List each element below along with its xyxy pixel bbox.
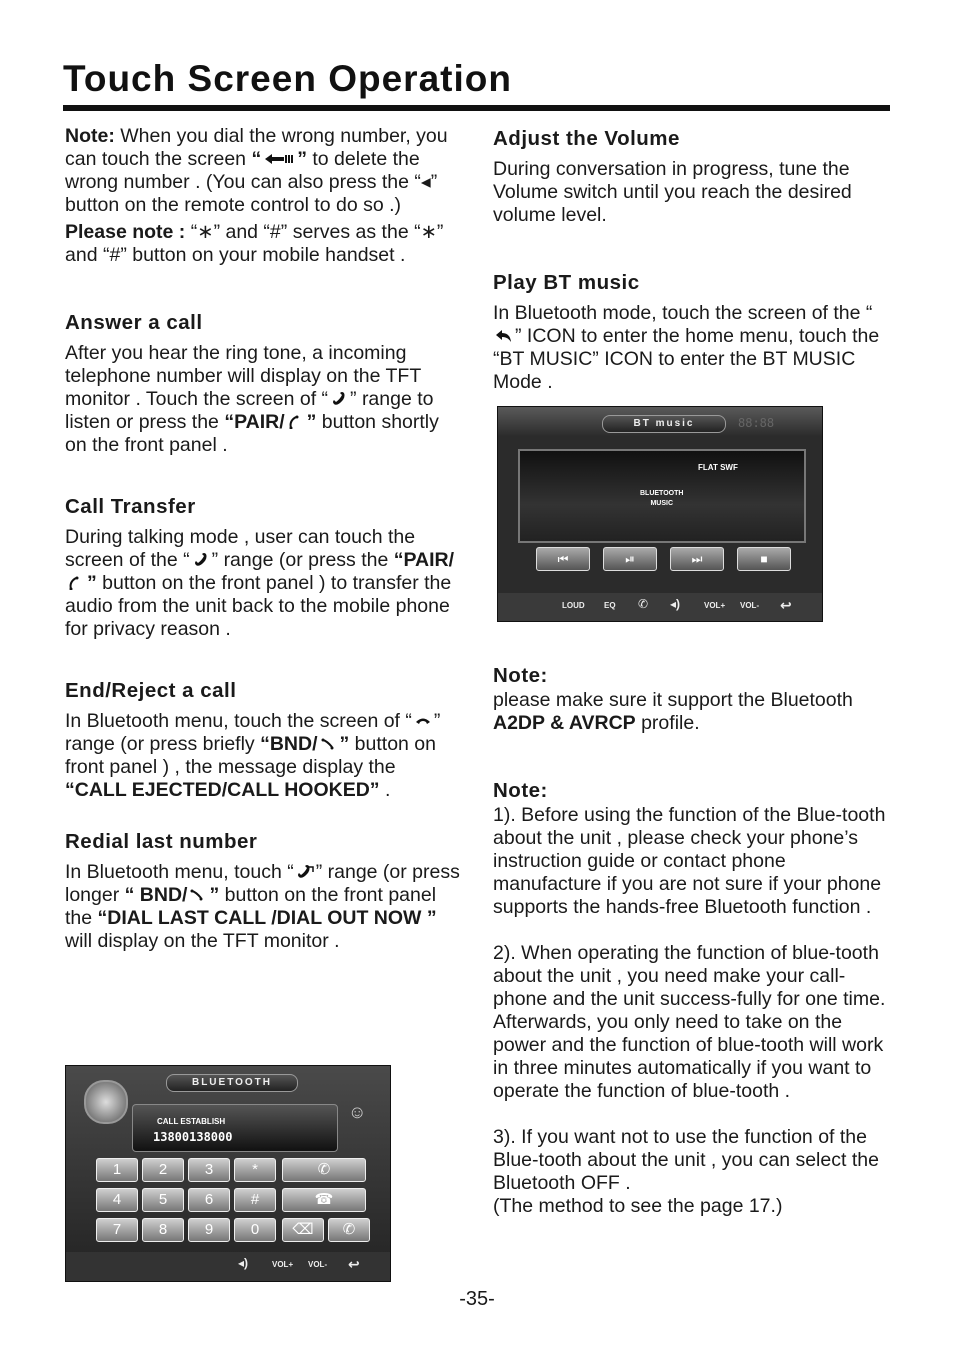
call-status: CALL ESTABLISH	[157, 1117, 226, 1126]
key-7[interactable]: 7	[96, 1218, 138, 1242]
bluetooth-title: BLUETOOTH	[166, 1074, 298, 1092]
bnd-key-end: ”	[339, 733, 350, 755]
a2dp-text: profile.	[635, 712, 700, 734]
transfer-text: button on the front panel ) to transfer the audio from the unit back to the mobile phone for privacy reason .	[65, 572, 452, 640]
play-pause-button[interactable]: ⏯	[603, 547, 657, 571]
bnd-key: “BND/	[260, 733, 318, 755]
phone-curve-icon	[67, 576, 85, 590]
hash-icon: #	[109, 244, 121, 266]
phone-curve-icon	[287, 415, 305, 429]
key-star[interactable]: *	[234, 1158, 276, 1182]
redial-text	[65, 861, 465, 953]
phone-down-icon	[320, 737, 338, 751]
bnd-key-end: ”	[209, 884, 220, 906]
bluetooth-logo-icon	[84, 1080, 128, 1124]
note-label: Please note :	[65, 221, 186, 243]
redial-text-part: will display on the TFT monitor .	[65, 930, 340, 952]
key-3[interactable]: 3	[188, 1158, 230, 1182]
bt-music-bottom-bar	[498, 593, 822, 621]
hang-up-icon	[414, 714, 432, 728]
left-triangle-icon: ◂	[420, 171, 431, 193]
right-column	[493, 127, 893, 1218]
key-4[interactable]: 4	[96, 1188, 138, 1212]
keypad-bottom-bar	[66, 1252, 390, 1281]
answer-text: After you hear the ring tone, a incoming telephone number will display on the TFT monitor . Touch the screen of “	[65, 342, 421, 410]
speaker-icon[interactable]: ◂)	[670, 597, 681, 611]
bt-music-clock: 88:88	[738, 416, 775, 430]
note-item-2: 2). When operating the function of blue-tooth about the unit , you need make your call-phone and the unit success-fully for one time. Afterwards, you only need to take on the power and the function of blue-tooth will work in three minutes automatically if you want to operate the function of blue-tooth .	[493, 942, 886, 1102]
redial-button[interactable]: ✆	[328, 1218, 370, 1242]
key-8[interactable]: 8	[142, 1218, 184, 1242]
heading-note-list: Note:	[493, 779, 548, 802]
next-track-button[interactable]: ⏭	[670, 547, 724, 571]
dial-last-call-message: “DIAL LAST CALL /DIAL OUT NOW ”	[97, 907, 437, 929]
bt-music-text	[493, 302, 893, 394]
redial-text-part: ” range (or press longer	[65, 861, 460, 906]
key-6[interactable]: 6	[188, 1188, 230, 1212]
vol-up-button[interactable]: VOL+	[704, 601, 726, 610]
key-1[interactable]: 1	[96, 1158, 138, 1182]
vol-up-button[interactable]: VOL+	[272, 1260, 294, 1269]
note-text: ” and “	[65, 221, 444, 266]
asterisk-icon: ∗	[420, 221, 437, 243]
heading-answer-call: Answer a call	[65, 311, 203, 334]
vol-down-button[interactable]: VOL-	[308, 1260, 328, 1269]
loud-button[interactable]: LOUD	[562, 601, 585, 610]
note-text: “	[185, 221, 198, 243]
answer-call-text	[65, 342, 465, 457]
speaker-icon[interactable]: ◂)	[238, 1256, 249, 1270]
heading-volume: Adjust the Volume	[493, 127, 680, 150]
heading-call-transfer: Call Transfer	[65, 495, 196, 518]
pair-key-end: ”	[306, 411, 317, 433]
phone-down-icon	[189, 888, 207, 902]
quote-open: “	[251, 148, 262, 170]
note-item-1: 1). Before using the function of the Blue-tooth about the unit , please check your phone’s instruction guide or contact phone manufacture if you are not sure if your phone supports the hands-free Bluetooth function .	[493, 804, 886, 918]
bt-music-center-label	[640, 489, 683, 509]
note-label: Note:	[65, 125, 115, 147]
note-item-4: (The method to see the page 17.)	[493, 1195, 783, 1217]
transfer-text: ” range (or press the	[211, 549, 394, 571]
note-delete	[65, 125, 465, 217]
end-text: .	[379, 779, 391, 801]
redial-icon	[296, 865, 314, 879]
return-arrow-icon	[495, 329, 513, 343]
heading-note-a2dp: Note:	[493, 664, 548, 687]
left-column	[65, 125, 465, 953]
redial-text-part: button on the front panel the	[65, 884, 437, 929]
redial-text-part: In Bluetooth menu, touch “	[65, 861, 294, 883]
stop-button[interactable]: ■	[737, 547, 791, 571]
end-text: button on front panel ) , the message display the	[65, 733, 436, 778]
call-display	[132, 1104, 338, 1152]
bt-music-screenshot	[497, 406, 823, 622]
quote-close: ”	[297, 148, 307, 170]
bnd-key: “ BND/	[124, 884, 188, 906]
vol-down-button[interactable]: VOL-	[740, 601, 760, 610]
bluetooth-keypad-screenshot	[65, 1065, 391, 1282]
center-line-2: MUSIC	[650, 500, 673, 507]
end-text: In Bluetooth menu, touch the screen of “	[65, 710, 412, 732]
key-9[interactable]: 9	[188, 1218, 230, 1242]
key-hash[interactable]: #	[234, 1188, 276, 1212]
page-number: -35-	[459, 1288, 495, 1310]
center-line-1: BLUETOOTH	[640, 490, 684, 497]
pair-key-end: ”	[87, 572, 97, 594]
note-a2dp-text	[493, 689, 893, 735]
note-text: ” button on the remote control to do so .)	[65, 171, 438, 216]
backspace-button[interactable]: ⌫	[282, 1218, 324, 1242]
hash-icon: #	[269, 221, 281, 243]
eq-button[interactable]: EQ	[604, 601, 616, 610]
note-text: ” serves as the “	[280, 221, 421, 243]
return-icon[interactable]: ↩	[348, 1256, 360, 1272]
hang-up-button[interactable]: ☎	[282, 1188, 366, 1212]
call-transfer-text	[65, 526, 465, 641]
asterisk-icon: ∗	[197, 221, 214, 243]
bt-music-text-part: ” ICON to enter the home menu, touch the “BT MUSIC” ICON to enter the BT MUSIC Mode .	[493, 325, 880, 393]
page-title: Touch Screen Operation	[63, 58, 512, 99]
phone-icon[interactable]: ✆	[638, 597, 649, 611]
backspace-icon	[263, 152, 295, 166]
answer-call-button[interactable]: ✆	[282, 1158, 366, 1182]
key-0[interactable]: 0	[234, 1218, 276, 1242]
bt-music-display	[518, 449, 806, 543]
title-rule	[63, 105, 890, 111]
key-5[interactable]: 5	[142, 1188, 184, 1212]
heading-redial: Redial last number	[65, 830, 258, 853]
note-text: ” and “	[213, 221, 270, 243]
bt-music-text-part: In Bluetooth mode, touch the screen of the “	[493, 302, 873, 324]
transfer-text: During talking mode , user can touch the screen of the “	[65, 526, 416, 571]
a2dp-avrcp: A2DP & AVRCP	[493, 712, 636, 734]
heading-end-reject: End/Reject a call	[65, 679, 237, 702]
a2dp-text: please make sure it support the Bluetooth	[493, 689, 853, 711]
flat-swf-label: FLAT SWF	[698, 463, 738, 472]
note-text: When you dial the wrong number, you can touch the screen	[65, 125, 448, 170]
pair-key: “PAIR/	[224, 411, 285, 433]
note-text: to delete the wrong number . (You can also press the “	[65, 148, 421, 193]
note-text: ” button on your mobile handset .	[120, 244, 406, 266]
end-reject-text	[65, 710, 465, 802]
phone-answer-icon	[192, 553, 210, 567]
key-2[interactable]: 2	[142, 1158, 184, 1182]
pair-key: “PAIR/	[393, 549, 455, 571]
contacts-icon[interactable]: ☺	[348, 1102, 367, 1122]
phone-number: 13800138000	[153, 1130, 233, 1144]
prev-track-button[interactable]: ⏮	[536, 547, 590, 571]
volume-text: During conversation in progress, tune the Volume switch until you reach the desired volume level.	[493, 158, 852, 226]
bt-music-title: BT music	[602, 415, 726, 433]
heading-bt-music: Play BT music	[493, 271, 640, 294]
end-text: ” range (or press briefly	[65, 710, 441, 755]
answer-text: button shortly on the front panel .	[65, 411, 439, 456]
return-icon[interactable]: ↩	[780, 597, 792, 613]
answer-text: ” range to listen or press the	[65, 388, 434, 433]
note-item-3: 3). If you want not to use the function of the Blue-tooth about the unit , you can select the Bluetooth OFF .	[493, 1126, 879, 1194]
call-ejected-message: “CALL EJECTED/CALL HOOKED”	[65, 779, 380, 801]
note-star-hash	[65, 221, 465, 267]
phone-answer-icon	[330, 392, 348, 406]
